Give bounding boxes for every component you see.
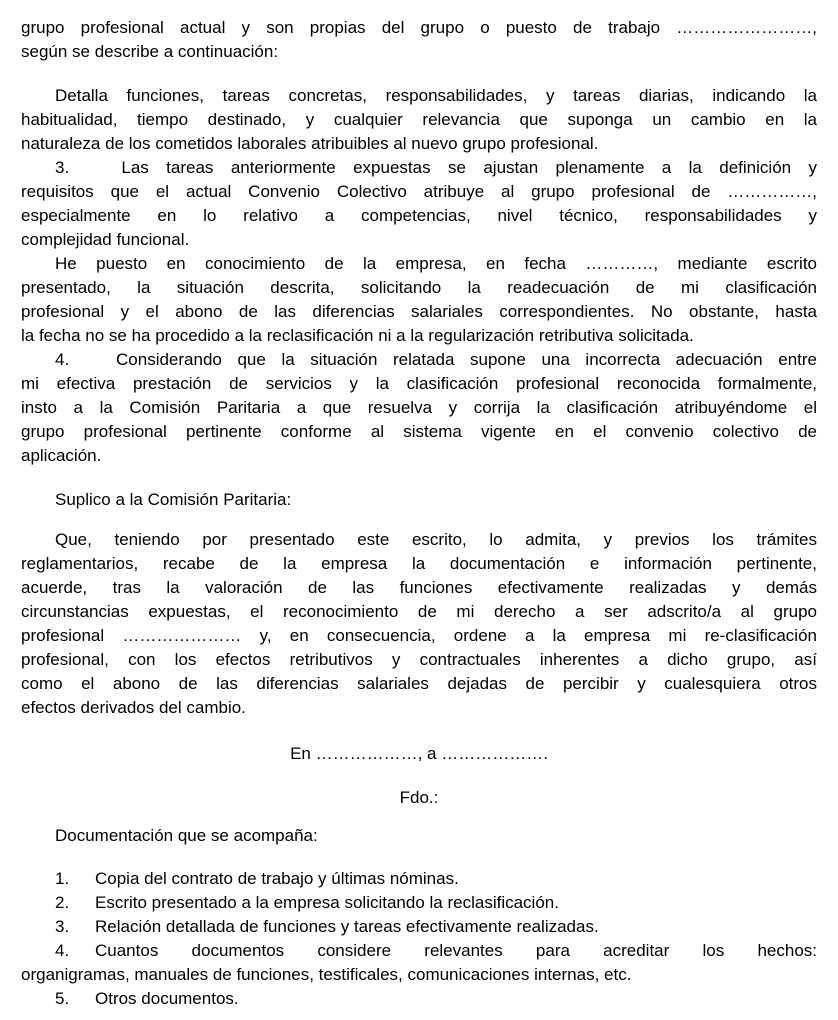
list-item-text: Relación detallada de funciones y tareas efectivamente realizadas. xyxy=(95,917,599,936)
doc-line: profesional ………………… y, en consecuencia, ordene a la empresa mi re-clasificación xyxy=(21,626,817,645)
list-item-text: Otros documentos. xyxy=(95,989,239,1008)
doc-line: complejidad funcional. xyxy=(21,230,190,249)
doc-line: grupo profesional actual y son propias del grupo o puesto de trabajo ……………………, xyxy=(21,18,817,37)
attachment-list xyxy=(21,867,817,1011)
doc-line: presentado, la situación descrita, solicitando la readecuación de mi clasificación xyxy=(21,278,817,297)
list-item-text: Escrito presentado a la empresa solicitando la reclasificación. xyxy=(95,893,559,912)
doc-line: efectos derivados del cambio. xyxy=(21,698,246,717)
doc-line: reglamentarios, recabe de la empresa la documentación e información pertinente, xyxy=(21,554,817,573)
doc-line: naturaleza de los cometidos laborales atribuibles al nuevo grupo profesional. xyxy=(21,134,599,153)
doc-line: según se describe a continuación: xyxy=(21,42,279,61)
attachments-heading: Documentación que se acompaña: xyxy=(55,826,318,845)
doc-line: la fecha no se ha procedido a la reclasificación ni a la regularización retributiva solicitada. xyxy=(21,326,694,345)
suplico-heading: Suplico a la Comisión Paritaria: xyxy=(55,490,292,509)
list-item-continuation: organigramas, manuales de funciones, testificales, comunicaciones internas, etc. xyxy=(21,965,632,984)
list-item-text: Copia del contrato de trabajo y últimas nóminas. xyxy=(95,869,459,888)
doc-line: habitualidad, tiempo destinado, y cualquier relevancia que suponga un cambio en la xyxy=(21,110,817,129)
doc-line: Que, teniendo por presentado este escrito, lo admita, y previos los trámites xyxy=(55,530,817,549)
signature-place-date-line: En ………………, a ………………. xyxy=(290,744,548,763)
list-item-number: 3. xyxy=(55,917,70,936)
doc-line: especialmente en lo relativo a competencias, nivel técnico, responsabilidades y xyxy=(21,206,817,225)
list-item xyxy=(21,987,817,1011)
list-item xyxy=(21,891,817,915)
doc-line: acuerde, tras la valoración de las funciones efectivamente realizadas y demás xyxy=(21,578,817,597)
doc-line: circunstancias expuestas, el reconocimiento de mi derecho a ser adscrito/a al grupo xyxy=(21,602,817,621)
doc-line: He puesto en conocimiento de la empresa, en fecha …………, mediante escrito xyxy=(55,254,817,273)
list-item xyxy=(21,867,817,891)
doc-line: insto a la Comisión Paritaria a que resuelva y corrija la clasificación atribuyéndome el xyxy=(21,398,817,417)
doc-line-numbered-3: 3. Las tareas anteriormente expuestas se ajustan plenamente a la definición y xyxy=(55,158,817,177)
signature-fdo-line: Fdo.: xyxy=(399,788,439,807)
list-item-text: Cuantos documentos considere relevantes para acreditar los hechos: xyxy=(95,941,817,960)
doc-line: como el abono de las diferencias salariales dejadas de percibir y cualesquiera otros xyxy=(21,674,817,693)
doc-line: mi efectiva prestación de servicios y la clasificación profesional reconocida formalmente, xyxy=(21,374,817,393)
doc-line: Detalla funciones, tareas concretas, responsabilidades, y tareas diarias, indicando la xyxy=(55,86,817,105)
list-item xyxy=(21,939,817,963)
list-item-number: 1. xyxy=(55,869,70,888)
list-item-number: 2. xyxy=(55,893,70,912)
doc-line: requisitos que el actual Convenio Colectivo atribuye al grupo profesional de ……………, xyxy=(21,182,817,201)
list-item xyxy=(21,915,817,939)
list-item-number: 4. xyxy=(55,941,70,960)
doc-line: profesional, con los efectos retributivos y contractuales inherentes a dicho grupo, así xyxy=(21,650,817,669)
doc-line: aplicación. xyxy=(21,446,102,465)
doc-line: grupo profesional pertinente conforme al sistema vigente en el convenio colectivo de xyxy=(21,422,817,441)
doc-line: profesional y el abono de las diferencias salariales correspondientes. No obstante, hasta xyxy=(21,302,817,321)
doc-line-numbered-4: 4. Considerando que la situación relatada supone una incorrecta adecuación entre xyxy=(55,350,817,369)
list-item-number: 5. xyxy=(55,989,70,1008)
